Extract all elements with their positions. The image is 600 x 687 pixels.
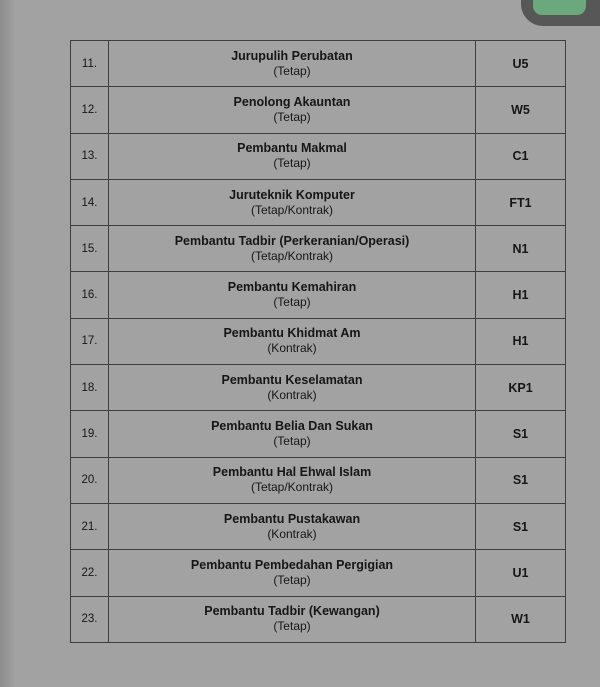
table-row xyxy=(71,503,566,549)
job-title: Pembantu Kemahiran xyxy=(227,280,357,295)
grade-cell: U5 xyxy=(476,41,566,87)
job-title: Penolong Akauntan xyxy=(233,94,351,109)
job-title: Pembantu Hal Ehwal Islam xyxy=(212,465,372,480)
grade-cell: S1 xyxy=(476,457,566,503)
grade-cell: KP1 xyxy=(476,365,566,411)
job-title-cell xyxy=(109,318,476,364)
job-title: Pembantu Keselamatan xyxy=(221,372,363,387)
grade-cell: H1 xyxy=(476,272,566,318)
grade-cell: H1 xyxy=(476,318,566,364)
employment-type: (Tetap/Kontrak) xyxy=(250,480,334,495)
employment-type: (Tetap) xyxy=(273,63,311,78)
table-row xyxy=(71,457,566,503)
job-title-cell xyxy=(109,550,476,596)
job-title: Pembantu Belia Dan Sukan xyxy=(211,419,373,434)
grade-cell: U1 xyxy=(476,550,566,596)
row-number-cell: 17. xyxy=(71,318,109,364)
employment-type: (Tetap) xyxy=(273,434,311,449)
row-number-cell: 14. xyxy=(71,179,109,225)
grade-cell: W5 xyxy=(476,87,566,133)
grade-cell: C1 xyxy=(476,133,566,179)
grade-cell: S1 xyxy=(476,411,566,457)
job-title: Jurupulih Perubatan xyxy=(231,48,353,63)
job-title: Pembantu Makmal xyxy=(237,141,347,156)
job-title: Juruteknik Komputer xyxy=(229,187,355,202)
green-accent-pill xyxy=(533,0,586,15)
grade-cell: S1 xyxy=(476,503,566,549)
job-title-cell xyxy=(109,179,476,225)
table-row xyxy=(71,318,566,364)
job-title-cell xyxy=(109,41,476,87)
row-number-cell: 21. xyxy=(71,503,109,549)
job-title-cell xyxy=(109,226,476,272)
job-title-cell xyxy=(109,596,476,642)
left-edge-shade xyxy=(0,0,16,687)
grade-cell: W1 xyxy=(476,596,566,642)
job-title-cell xyxy=(109,365,476,411)
table-row xyxy=(71,87,566,133)
row-number-cell: 11. xyxy=(71,41,109,87)
grade-cell: FT1 xyxy=(476,179,566,225)
job-title-cell xyxy=(109,503,476,549)
row-number-cell: 16. xyxy=(71,272,109,318)
job-title-cell xyxy=(109,457,476,503)
job-title-cell xyxy=(109,411,476,457)
job-title: Pembantu Tadbir (Perkeranian/Operasi) xyxy=(174,233,410,248)
employment-type: (Tetap) xyxy=(273,109,311,124)
row-number-cell: 12. xyxy=(71,87,109,133)
table-row xyxy=(71,411,566,457)
grade-cell: N1 xyxy=(476,226,566,272)
table-row xyxy=(71,550,566,596)
table-row xyxy=(71,365,566,411)
employment-type: (Tetap) xyxy=(273,295,311,310)
job-grade-table xyxy=(70,40,566,643)
table-row xyxy=(71,272,566,318)
table-row xyxy=(71,41,566,87)
employment-type: (Tetap/Kontrak) xyxy=(250,248,334,263)
row-number-cell: 22. xyxy=(71,550,109,596)
job-title: Pembantu Khidmat Am xyxy=(223,326,361,341)
employment-type: (Kontrak) xyxy=(267,387,317,402)
job-title: Pembantu Pustakawan xyxy=(223,511,361,526)
job-title-cell xyxy=(109,272,476,318)
row-number-cell: 15. xyxy=(71,226,109,272)
row-number-cell: 13. xyxy=(71,133,109,179)
table-row xyxy=(71,596,566,642)
table-row xyxy=(71,179,566,225)
row-number-cell: 23. xyxy=(71,596,109,642)
employment-type: (Kontrak) xyxy=(267,526,317,541)
table-row xyxy=(71,133,566,179)
employment-type: (Kontrak) xyxy=(267,341,317,356)
job-title-cell xyxy=(109,87,476,133)
row-number-cell: 18. xyxy=(71,365,109,411)
employment-type: (Tetap) xyxy=(273,572,311,587)
job-title: Pembantu Pembedahan Pergigian xyxy=(190,557,394,572)
row-number-cell: 19. xyxy=(71,411,109,457)
employment-type: (Tetap/Kontrak) xyxy=(250,202,334,217)
row-number-cell: 20. xyxy=(71,457,109,503)
employment-type: (Tetap) xyxy=(273,619,311,634)
job-title: Pembantu Tadbir (Kewangan) xyxy=(204,604,380,619)
job-title-cell xyxy=(109,133,476,179)
table-row xyxy=(71,226,566,272)
employment-type: (Tetap) xyxy=(273,156,311,171)
